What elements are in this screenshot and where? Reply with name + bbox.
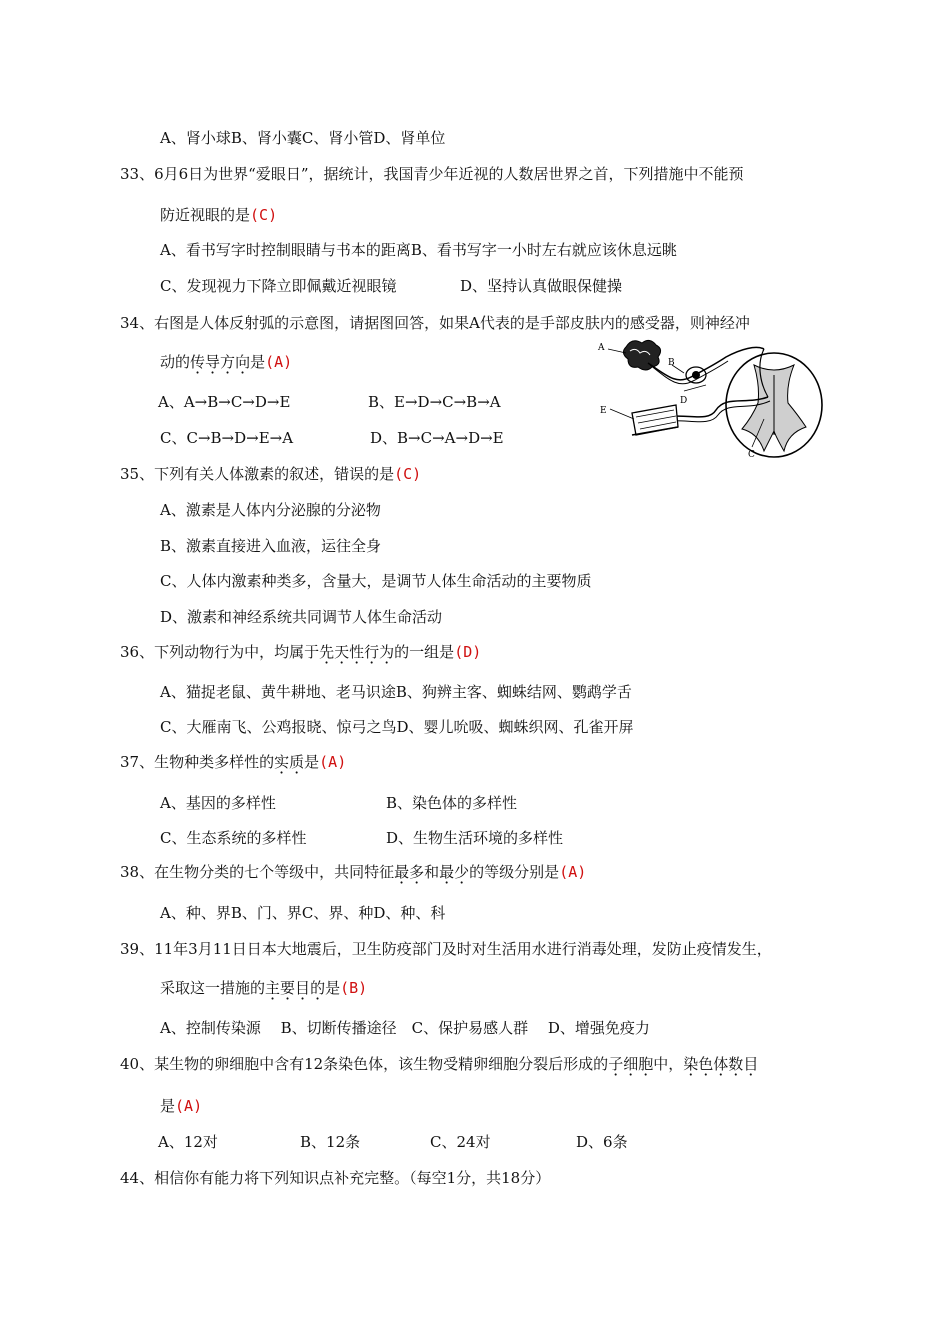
q39-options: A、控制传染源 B、切断传播途径 C、保护易感人群 D、增强免疫力: [160, 1019, 650, 1037]
q38-stem-prefix: 38、在生物分类的七个等级中，共同特征: [120, 863, 395, 881]
q34-option-d: D、B→C→A→D→E: [370, 429, 504, 447]
q36-stem: [120, 642, 481, 662]
q37-option-c: C、生态系统的多样性: [160, 829, 307, 847]
q36-stem-prefix: 36、下列动物行为中，均属于: [120, 643, 320, 661]
q39-emph-char: 的: [310, 979, 326, 997]
spinal-cord: [726, 353, 822, 457]
q37-answer: (A): [319, 753, 347, 771]
q38-emph-char: 最: [439, 863, 455, 881]
q33-answer: (C): [250, 206, 278, 224]
q33-option-d: D、坚持认真做眼保健操: [460, 277, 623, 295]
q33-stem-text: 防近视眼的是: [160, 206, 251, 224]
figure-label-b: B: [668, 358, 675, 368]
q39-emph-char: 主: [265, 979, 281, 997]
q40-stem-line2: [160, 1096, 202, 1116]
q35-option-b: B、激素直接进入血液，运往全身: [160, 537, 382, 555]
q39-stem-prefix: 采取这一措施的: [160, 979, 266, 997]
q33-option-c: C、发现视力下降立即佩戴近视眼镜: [160, 277, 397, 295]
q36-emph-char: 为: [379, 643, 395, 661]
q37-option-d: D、生物生活环境的多样性: [386, 829, 564, 847]
q38-emph-char: 少: [454, 863, 470, 881]
q36-answer: (D): [454, 643, 482, 661]
q40-option-d: D、6条: [576, 1133, 628, 1151]
q37-stem: [120, 752, 346, 772]
figure-label-a: A: [598, 343, 605, 353]
q40-stem-mid: 中，: [653, 1055, 684, 1073]
q40-stem-prefix: 40、某生物的卵细胞中含有12条染色体，该生物受精卵细胞分裂后形成的: [120, 1055, 609, 1073]
q40-option-c: C、24对: [430, 1133, 491, 1151]
figure-label-c: C: [748, 450, 755, 460]
q36-options-ab: A、猫捉老鼠、黄牛耕地、老马识途B、狗辨主客、蜘蛛结网、鹦鹉学舌: [160, 683, 632, 701]
q36-emph-char: 行: [364, 643, 380, 661]
q36-stem-suffix: 的一组是: [394, 643, 455, 661]
q38-stem: [120, 862, 586, 882]
q39-stem-suffix: 是: [325, 979, 341, 997]
q35-answer: (C): [394, 465, 422, 483]
q34-option-a: A、A→B→C→D→E: [158, 393, 291, 411]
q40-emph-char: 染: [683, 1055, 699, 1073]
q38-stem-suffix: 的等级分别是: [469, 863, 560, 881]
q36-options-cd: C、大雁南飞、公鸡报晓、惊弓之鸟D、婴儿吮吸、蜘蛛织网、孔雀开屏: [160, 718, 634, 736]
q38-emph-char: 最: [394, 863, 410, 881]
q37-option-b: B、染色体的多样性: [386, 794, 518, 812]
q34-emph-char: 导: [205, 353, 221, 371]
q34-stem-prefix: 动的: [160, 353, 191, 371]
effector-e: [632, 405, 678, 435]
q32-options: A、肾小球B、肾小囊C、肾小管D、肾单位: [160, 129, 446, 147]
q34-emph-char: 向: [235, 353, 251, 371]
q36-emph-char: 性: [349, 643, 365, 661]
figure-label-e: E: [600, 406, 607, 416]
q40-option-b: B、12条: [300, 1133, 361, 1151]
q38-emph-char: 多: [409, 863, 425, 881]
q34-stem-line1: 34、右图是人体反射弧的示意图，请据图回答，如果A代表的是手部皮肤内的感受器，则神经冲: [120, 314, 750, 332]
q40-emph-char: 数: [728, 1055, 744, 1073]
q39-emph-char: 目: [295, 979, 311, 997]
q44-stem: 44、相信你有能力将下列知识点补充完整。（每空1分，共18分）: [120, 1169, 551, 1187]
q34-emph-char: 方: [220, 353, 236, 371]
q34-stem-line2: [160, 352, 292, 372]
q36-emph-char: 天: [334, 643, 350, 661]
q40-emph-char: 色: [698, 1055, 714, 1073]
q39-stem-line2: [160, 978, 367, 998]
q37-emph-char: 质: [289, 753, 305, 771]
q40-emph-char: 目: [743, 1055, 759, 1073]
reflex-arc-diagram: [596, 335, 826, 460]
figure-label-d: D: [680, 396, 688, 406]
q33-stem-line1: 33、6月6日为世界“爱眼日”，据统计，我国青少年近视的人数居世界之首，下列措施中不能预: [120, 165, 744, 183]
q34-option-b: B、E→D→C→B→A: [368, 393, 501, 411]
q38-stem-mid: 和: [424, 863, 440, 881]
q37-stem-suffix: 是: [304, 753, 320, 771]
q37-option-a: A、基因的多样性: [160, 794, 276, 812]
q39-emph-char: 要: [280, 979, 296, 997]
q35-stem-text: 35、下列有关人体激素的叙述，错误的是: [120, 465, 395, 483]
q37-stem-prefix: 37、生物种类多样性的: [120, 753, 275, 771]
q35-stem: [120, 464, 421, 484]
q37-emph-char: 实: [274, 753, 290, 771]
q39-stem-line1: 39、11年3月11日日本大地震后，卫生防疫部门及时对生活用水进行消毒处理，发防止疫情发生，: [120, 940, 772, 958]
q33-options-ab: A、看书写字时控制眼睛与书本的距离B、看书写字一小时左右就应该休息远眺: [160, 241, 677, 259]
q40-emph-char: 胞: [638, 1055, 654, 1073]
q40-stem-text: 是: [160, 1097, 176, 1115]
q40-emph-char: 细: [623, 1055, 639, 1073]
q34-option-c: C、C→B→D→E→A: [160, 429, 294, 447]
q33-stem-line2: [160, 205, 277, 225]
q35-option-c: C、人体内激素种类多，含量大，是调节人体生命活动的主要物质: [160, 572, 592, 590]
q35-option-a: A、激素是人体内分泌腺的分泌物: [160, 501, 381, 519]
q38-options: A、种、界B、门、界C、界、种D、种、科: [160, 904, 446, 922]
q40-answer: (A): [175, 1097, 203, 1115]
q36-emph-char: 先: [319, 643, 335, 661]
q34-answer: (A): [265, 353, 293, 371]
q40-emph-char: 体: [713, 1055, 729, 1073]
q34-stem-suffix: 是: [250, 353, 266, 371]
q40-stem-line1: [120, 1054, 758, 1074]
q35-option-d: D、激素和神经系统共同调节人体生命活动: [160, 608, 443, 626]
q39-answer: (B): [340, 979, 368, 997]
q40-emph-char: 子: [608, 1055, 624, 1073]
q34-emph-char: 传: [190, 353, 206, 371]
q40-option-a: A、12对: [158, 1133, 218, 1151]
skin-receptor-a: [623, 340, 660, 370]
q38-answer: (A): [559, 863, 587, 881]
